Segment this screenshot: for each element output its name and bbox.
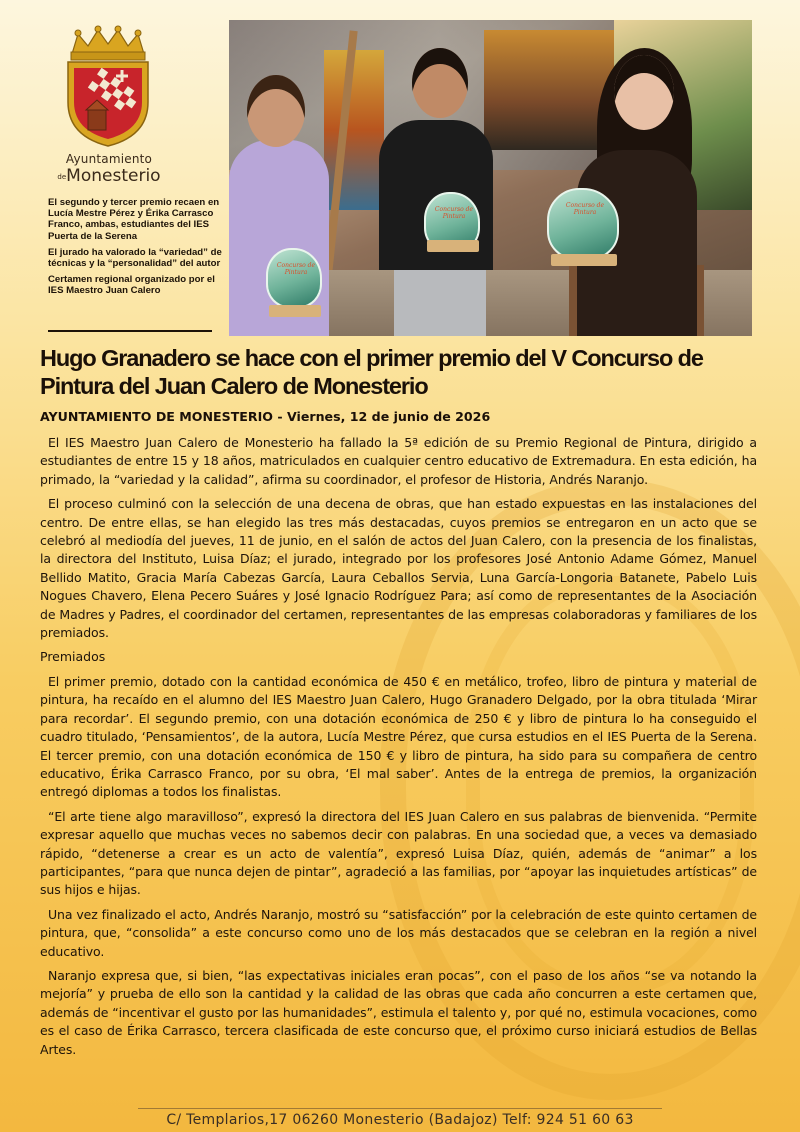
article-headline: Hugo Granadero se hace con el primer premio del V Concurso de Pintura del Juan Calero de Monesterio bbox=[40, 345, 703, 399]
organization-prefix: de bbox=[57, 173, 67, 181]
municipal-crest-logo bbox=[58, 24, 158, 149]
trophy-label: Concurso de Pintura bbox=[276, 262, 316, 276]
article-byline: AYUNTAMIENTO DE MONESTERIO - Viernes, 12 de junio de 2026 bbox=[40, 409, 491, 424]
article-paragraph: Naranjo expresa que, si bien, “las expectativas iniciales eran pocas”, con el paso de los años “se va notando la mejoría” y prueba de ello son la cantidad y la calidad de las obras que cada año concurren a este certamen que, además de “incentivar el gusto por las humanidades”, estimula el talento y, por qué no, estimula vocaciones, como es el caso de Érika Carrasco, tercera clasificada de este concurso que, el próximo curso iniciará estudios de Bellas Artes. bbox=[40, 967, 757, 1057]
organization-line2 bbox=[54, 166, 164, 186]
trophy-base bbox=[269, 305, 321, 317]
trophy bbox=[547, 188, 619, 260]
organization-line1: Ayuntamiento bbox=[65, 152, 153, 166]
article-paragraph: El proceso culminó con la selección de una decena de obras, que han estado expuestas en las instalaciones del centro. De entre ellas, se han elegido las tres más destacadas, cuyos premios se entregaron en un acto que se celebró al mediodía del jueves, 11 de junio, en el salón de actos del Juan Calero, con la presencia de los finalistas, la directora del Instituto, Luisa Díaz; el jurado, integrado por los profesores José Antonio Adame Gómez, Manuel Bellido Matito, Gracia María Cabezas García, Laura Ceballos Servia, Luna García-Longoria Batanete, Pabelo Luis Nogues Chavero, Elena Pecero Suáres y José Ignacio Rodríguez Para; así como de representantes de la Asociación de Madres y Padres, el coordinador del certamen, representantes de las empresas colaboradoras y familiares de los premiados. bbox=[40, 496, 757, 641]
article-paragraph: El primer premio, dotado con la cantidad económica de 450 € en metálico, trofeo, libro de pintura y material de pintura, ha recaído en el alumno del IES Maestro Juan Calero, Hugo Granadero Delgado, por la obra titulada ‘Mirar para recordar’. El segundo premio, con una dotación económica de 250 € y libro de pintura lo ha conseguido el cuadro titulado, ‘Pensamientos’, de la autora, Lucía Mestre Pérez, que cursa estudios en el IES Puerta de la Serena. El tercer premio, con una dotación económica de 150 € y libro de pintura, ha sido para su compañera de centro educativo, Érika Carrasco Franco, por su obra, ‘El mal saber’. Antes de la entrega de premios, la organización entregó diplomas a todos los finalistas. bbox=[40, 673, 757, 800]
highlight-item: Certamen regional organizado por el IES Maestro Juan Calero bbox=[48, 274, 215, 297]
section-subhead: Premiados bbox=[40, 649, 106, 665]
photo-person-right-head bbox=[614, 55, 674, 130]
highlights-list bbox=[48, 197, 226, 302]
trophy-label: Concurso de Pintura bbox=[565, 202, 605, 216]
article-paragraph: “El arte tiene algo maravilloso”, expresó la directora del IES Juan Calero en sus palabras de bienvenida. “Permite expresar aquello que muchas veces no sabemos decir con palabras. En una sociedad que, a veces va demasiado rápido, “detenerse a crear es un acto de valentía”, expresó Luisa Díaz, quién, además de “animar” a los participantes, “para que nunca dejen de pintar”, agradeció a las familias, por “apoyar las inquietudes artísticas” de sus hijos e hijas. bbox=[40, 808, 757, 898]
trophy-base bbox=[551, 254, 617, 266]
highlight-item: El segundo y tercer premio recaen en Lucía Mestre Pérez y Érika Carrasco Franco, ambas, estudiantes del IES Puerta de la Serena bbox=[48, 197, 220, 242]
photo-person-center-head bbox=[412, 48, 468, 118]
trophy bbox=[266, 248, 322, 308]
trophy-label: Concurso de Pintura bbox=[434, 206, 474, 220]
article-body bbox=[40, 434, 757, 1065]
footer-address: C/ Templarios,17 06260 Monesterio (Badajoz) Telf: 924 51 60 63 bbox=[166, 1112, 634, 1128]
footer-divider bbox=[138, 1108, 662, 1109]
trophy-base bbox=[427, 240, 479, 252]
photo-painting bbox=[484, 30, 614, 150]
article-paragraph: Una vez finalizado el acto, Andrés Naranjo, mostró su “satisfacción” por la celebración de este quinto certamen de pintura, que, “consolida” a este concurso como uno de los más destacados que se celebran en la región a nivel educativo. bbox=[40, 906, 757, 959]
award-winners-photo bbox=[229, 20, 752, 336]
photo-person-center-legs bbox=[394, 260, 486, 336]
highlights-divider bbox=[48, 330, 212, 332]
highlight-item: El jurado ha valorado la “variedad” de técnicas y la “personalidad” del autor bbox=[48, 246, 222, 270]
photo-person-left-head bbox=[247, 75, 305, 147]
organization-name bbox=[54, 152, 164, 186]
organization-town: Monesterio bbox=[66, 166, 161, 186]
article-paragraph: El IES Maestro Juan Calero de Monesterio ha fallado la 5ª edición de su Premio Regional de Pintura, dirigido a estudiantes de entre 15 y 18 años, matriculados en cualquier centro educativo de Extremadura. En esta edición, ha primado, la “variedad y la calidad”, afirma su coordinador, el profesor de Historia, Andrés Naranjo. bbox=[40, 435, 757, 487]
